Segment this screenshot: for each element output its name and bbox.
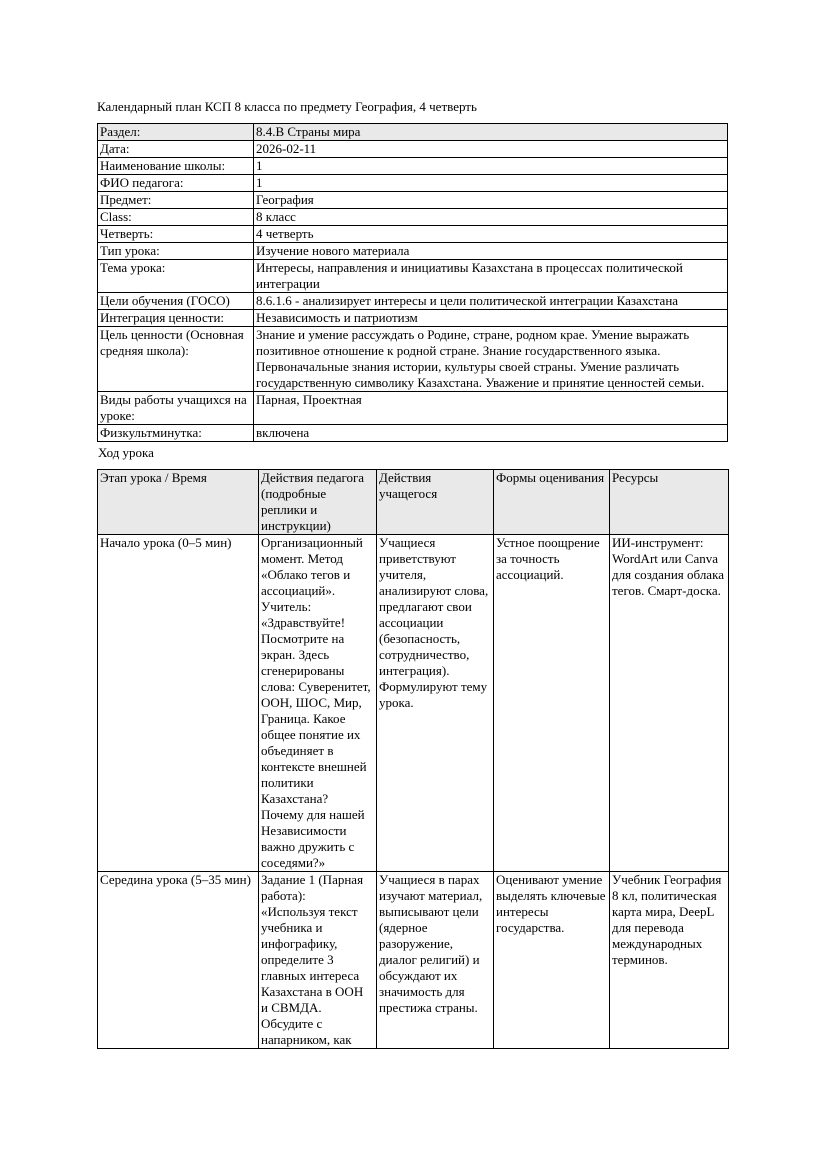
column-header-teacher-actions: Действия педагога (подробные реплики и инструкции) xyxy=(259,470,377,535)
column-header-resources: Ресурсы xyxy=(610,470,729,535)
info-value: Знание и умение рассуждать о Родине, стране, родном крае. Умение выражать позитивное отношение к родной стране. Знание государственного языка. Первоначальные знания истории, культуры своей страны. Умение различать государственную символику Казахстана. Уважение и принятие ценностей семьи. xyxy=(254,327,728,392)
table-row xyxy=(98,124,728,141)
table-row xyxy=(98,872,729,1049)
lesson-flow-table xyxy=(97,469,729,1049)
info-value: включена xyxy=(254,425,728,442)
info-label: Раздел: xyxy=(98,124,254,141)
cell-resources: ИИ-инструмент: WordArt или Canva для создания облака тегов. Смарт-доска. xyxy=(610,535,729,872)
cell-assessment: Оценивают умение выделять ключевые интересы государства. xyxy=(494,872,610,1049)
cell-teacher-actions: Задание 1 (Парная работа): «Используя текст учебника и инфографику, определите 3 главных интереса Казахстана в ООН и СВМДА. Обсудите с напарником, как xyxy=(259,872,377,1049)
cell-student-actions: Учащиеся в парах изучают материал, выписывают цели (ядерное разоружение, диалог религий) и обсуждают их значимость для престижа страны. xyxy=(377,872,494,1049)
info-label: Предмет: xyxy=(98,192,254,209)
info-label: Четверть: xyxy=(98,226,254,243)
page-title: Календарный план КСП 8 класса по предмету География, 4 четверть xyxy=(97,99,477,114)
cell-student-actions: Учащиеся приветствуют учителя, анализируют слова, предлагают свои ассоциации (безопасность, сотрудничество, интеграция). Формулируют тему урока. xyxy=(377,535,494,872)
info-label: Тип урока: xyxy=(98,243,254,260)
table-row xyxy=(98,327,728,392)
table-row xyxy=(98,392,728,425)
table-row xyxy=(98,226,728,243)
table-row xyxy=(98,260,728,293)
info-value: 8.4.В Страны мира xyxy=(254,124,728,141)
info-value: 8 класс xyxy=(254,209,728,226)
table-row xyxy=(98,293,728,310)
column-header-assessment: Формы оценивания xyxy=(494,470,610,535)
info-label: Наименование школы: xyxy=(98,158,254,175)
table-row xyxy=(98,158,728,175)
lesson-info-table xyxy=(97,123,728,442)
table-row xyxy=(98,192,728,209)
cell-stage: Середина урока (5–35 мин) xyxy=(98,872,259,1049)
document-content xyxy=(97,99,728,1049)
info-value: Парная, Проектная xyxy=(254,392,728,425)
info-label: ФИО педагога: xyxy=(98,175,254,192)
cell-teacher-actions: Организационный момент. Метод «Облако тегов и ассоциаций». Учитель: «Здравствуйте! Посмотрите на экран. Здесь сгенерированы слова: Суверенитет, ООН, ШОС, Мир, Граница. Какое общее понятие их объединяет в контексте внешней политики Казахстана? Почему для нашей Независимости важно дружить с соседями?» xyxy=(259,535,377,872)
info-label: Интеграция ценности: xyxy=(98,310,254,327)
info-label: Виды работы учащихся на уроке: xyxy=(98,392,254,425)
info-value: География xyxy=(254,192,728,209)
info-label: Дата: xyxy=(98,141,254,158)
info-value: Интересы, направления и инициативы Казахстана в процессах политической интеграции xyxy=(254,260,728,293)
table-row xyxy=(98,425,728,442)
table-header-row xyxy=(98,470,729,535)
info-label: Цели обучения (ГОСО) xyxy=(98,293,254,310)
info-label: Class: xyxy=(98,209,254,226)
table-row xyxy=(98,175,728,192)
info-value: 8.6.1.6 - анализирует интересы и цели политической интеграции Казахстана xyxy=(254,293,728,310)
table-row xyxy=(98,535,729,872)
cell-resources: Учебник География 8 кл, политическая карта мира, DeepL для перевода международных терминов. xyxy=(610,872,729,1049)
info-value: 4 четверть xyxy=(254,226,728,243)
info-value: 1 xyxy=(254,158,728,175)
table-row xyxy=(98,243,728,260)
info-value: 1 xyxy=(254,175,728,192)
cell-assessment: Устное поощрение за точность ассоциаций. xyxy=(494,535,610,872)
column-header-student-actions: Действия учащегося xyxy=(377,470,494,535)
info-label: Тема урока: xyxy=(98,260,254,293)
cell-stage: Начало урока (0–5 мин) xyxy=(98,535,259,872)
info-value: Независимость и патриотизм xyxy=(254,310,728,327)
info-value: 2026-02-11 xyxy=(254,141,728,158)
section-heading: Ход урока xyxy=(98,445,154,460)
column-header-stage: Этап урока / Время xyxy=(98,470,259,535)
info-value: Изучение нового материала xyxy=(254,243,728,260)
info-label: Цель ценности (Основная средняя школа): xyxy=(98,327,254,392)
table-row xyxy=(98,209,728,226)
table-row xyxy=(98,310,728,327)
table-row xyxy=(98,141,728,158)
info-label: Физкультминутка: xyxy=(98,425,254,442)
